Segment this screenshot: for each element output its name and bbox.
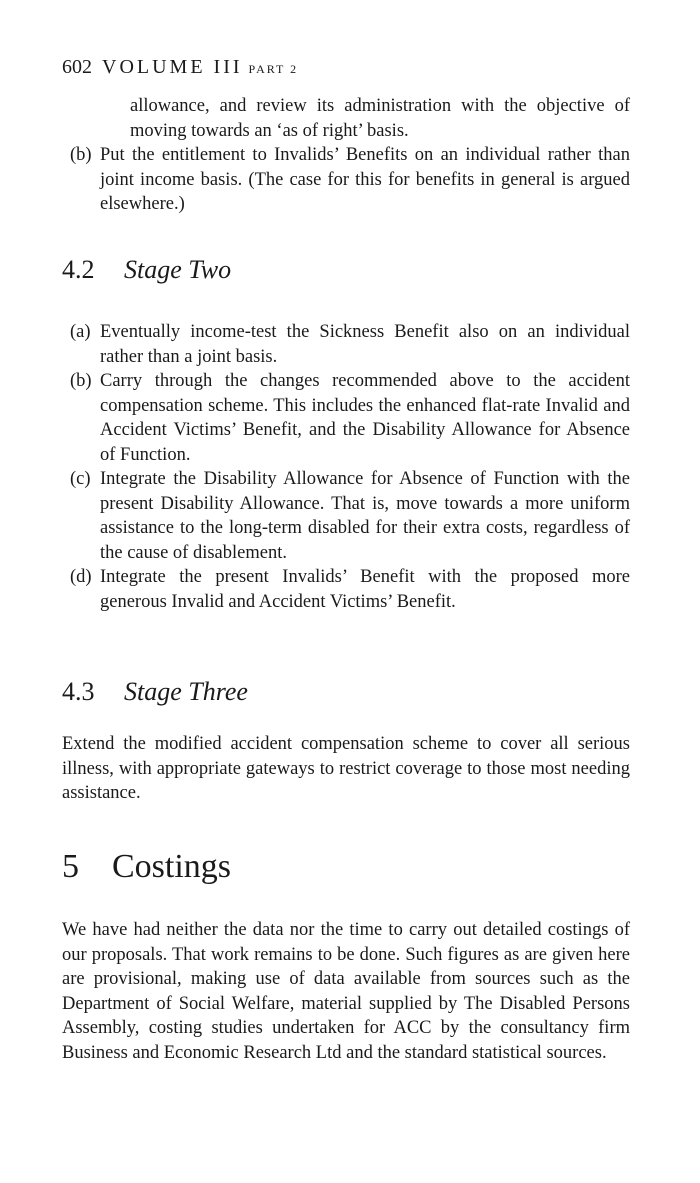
list-marker: (b) bbox=[70, 371, 92, 391]
list-marker: (b) bbox=[70, 145, 92, 165]
list-item bbox=[70, 369, 630, 467]
list-item bbox=[100, 94, 630, 143]
running-head bbox=[62, 56, 298, 79]
list-item bbox=[70, 467, 630, 565]
list-item bbox=[70, 143, 630, 217]
section-number: 4.2 bbox=[62, 255, 95, 284]
part-label: PART 2 bbox=[248, 62, 299, 76]
list-item-text: Integrate the Disability Allowance for Absence of Function with the present Disability Allowance. That is, move towards a more uniform assistance to the long-term disabled for their extra costs, regardless of the cause of disablement. bbox=[100, 469, 630, 563]
section-heading-4-3 bbox=[62, 677, 248, 707]
list-item-text: Put the entitlement to Invalids’ Benefits on an individual rather than joint income basis. (The case for this for benefits in general is argued elsewhere.) bbox=[100, 145, 630, 214]
costings-paragraph: We have had neither the data nor the time to carry out detailed costings of our proposals. That work remains to be done. Such figures as are given here are provisional, making use of data available from sources such as the Department of Social Welfare, material supplied by The Disabled Persons Assembly, costing studies undertaken for ACC by the consultancy firm Business and Economic Research Ltd and the standard statistical sources. bbox=[62, 920, 630, 1063]
volume-label: VOLUME III bbox=[102, 56, 243, 78]
list-item-text: Carry through the changes recommended above to the accident compensation scheme. This includes the enhanced flat-rate Invalid and Accident Victims’ Benefit, and the Disability Allowance for Absence of Function. bbox=[100, 371, 630, 465]
stage-three-paragraph: Extend the modified accident compensation scheme to cover all serious illness, with appropriate gateways to restrict coverage to those most needing assistance. bbox=[62, 734, 630, 803]
continued-list bbox=[70, 94, 630, 217]
chapter-heading-5 bbox=[62, 848, 231, 886]
section-heading-4-2 bbox=[62, 255, 231, 285]
list-marker: (a) bbox=[70, 322, 91, 342]
list-marker: (c) bbox=[70, 469, 91, 489]
list-marker: (d) bbox=[70, 567, 92, 587]
list-item-text: Eventually income-test the Sickness Benefit also on an individual rather than a joint basis. bbox=[100, 322, 630, 367]
chapter-title: Costings bbox=[112, 848, 232, 885]
section-title: Stage Three bbox=[124, 677, 248, 706]
list-item bbox=[70, 565, 630, 614]
list-item-text: Integrate the present Invalids’ Benefit with the proposed more generous Invalid and Accident Victims’ Benefit. bbox=[100, 567, 630, 612]
chapter-number: 5 bbox=[62, 848, 79, 885]
section-title: Stage Two bbox=[124, 255, 232, 284]
list-item bbox=[70, 320, 630, 369]
page-number: 602 bbox=[62, 56, 92, 78]
list-item-text: allowance, and review its administration with the objective of moving towards an ‘as of right’ basis. bbox=[130, 96, 630, 141]
stage-two-list bbox=[70, 320, 630, 614]
section-number: 4.3 bbox=[62, 677, 95, 706]
